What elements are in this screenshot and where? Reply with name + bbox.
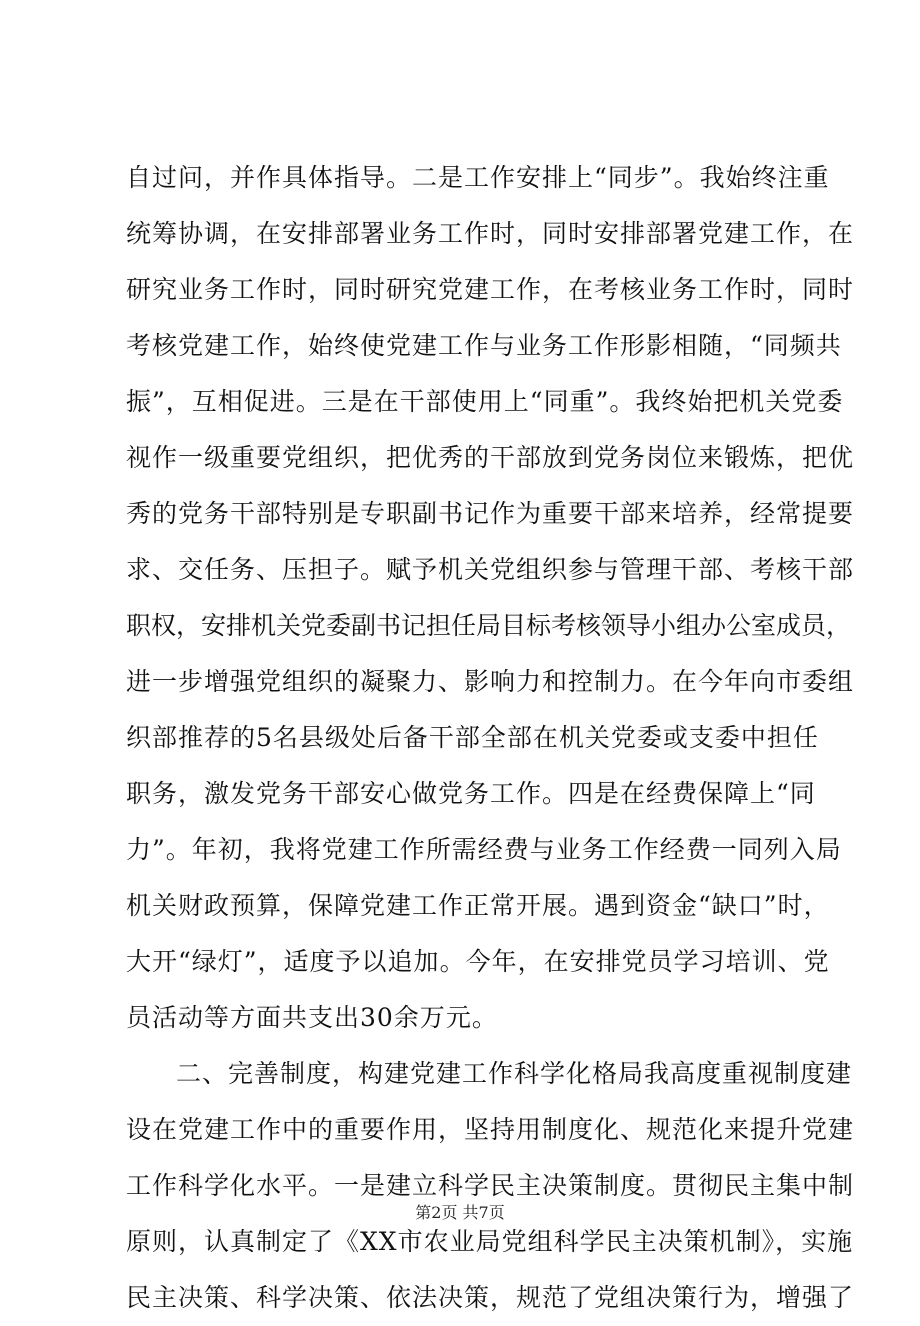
text-line: 机关财政预算，保障党建工作正常开展。遇到资金“缺口”时， <box>126 891 830 920</box>
text-line: 二、完善制度，构建党建工作科学化格局我高度重视制度建 <box>176 1059 853 1088</box>
text-line: 进一步增强党组织的凝聚力、影响力和控制力。在今年向市委组 <box>126 667 855 696</box>
text-line: 求、交任务、压担子。赋予机关党组织参与管理干部、考核干部 <box>126 555 855 584</box>
text-line: 员活动等方面共支出30余万元。 <box>126 1003 498 1032</box>
text-line: 振”，互相促进。三是在干部使用上“同重”。我终始把机关党委 <box>126 387 844 416</box>
paragraph-1 <box>126 150 855 1046</box>
text-line: 工作科学化水平。一是建立科学民主决策制度。贯彻民主集中制 <box>126 1171 855 1200</box>
text-line: 职务，激发党务干部安心做党务工作。四是在经费保障上“同 <box>126 779 816 808</box>
page-number: 第2页 共7页 <box>415 1203 505 1222</box>
text-line: 视作一级重要党组织，把优秀的干部放到党务岗位来锻炼，把优 <box>126 443 855 472</box>
text-line: 力”。年初，我将党建工作所需经费与业务工作经费一同列入局 <box>126 835 842 864</box>
paragraph-2 <box>126 1046 855 1326</box>
text-line: 秀的党务干部特别是专职副书记作为重要干部来培养，经常提要 <box>126 499 855 528</box>
text-line: 原则，认真制定了《XX市农业局党组科学民主决策机制》，实施 <box>126 1227 854 1256</box>
text-line: 设在党建工作中的重要作用，坚持用制度化、规范化来提升党建 <box>126 1115 855 1144</box>
text-line: 考核党建工作，始终使党建工作与业务工作形影相随，“同频共 <box>126 331 842 360</box>
text-line: 职权，安排机关党委副书记担任局目标考核领导小组办公室成员， <box>126 611 852 640</box>
text-line: 织部推荐的5名县级处后备干部全部在机关党委或支委中担任 <box>126 723 819 752</box>
text-line: 民主决策、科学决策、依法决策，规范了党组决策行为，增强了 <box>126 1283 855 1312</box>
text-line: 研究业务工作时，同时研究党建工作，在考核业务工作时，同时 <box>126 275 855 304</box>
text-line: 自过问，并作具体指导。二是工作安排上“同步”。我始终注重 <box>126 163 830 192</box>
text-line: 大开“绿灯”，适度予以追加。今年，在安排党员学习培训、党 <box>126 947 830 976</box>
body-text <box>126 150 855 1326</box>
text-line: 统筹协调，在安排部署业务工作时，同时安排部署党建工作，在 <box>126 219 855 248</box>
